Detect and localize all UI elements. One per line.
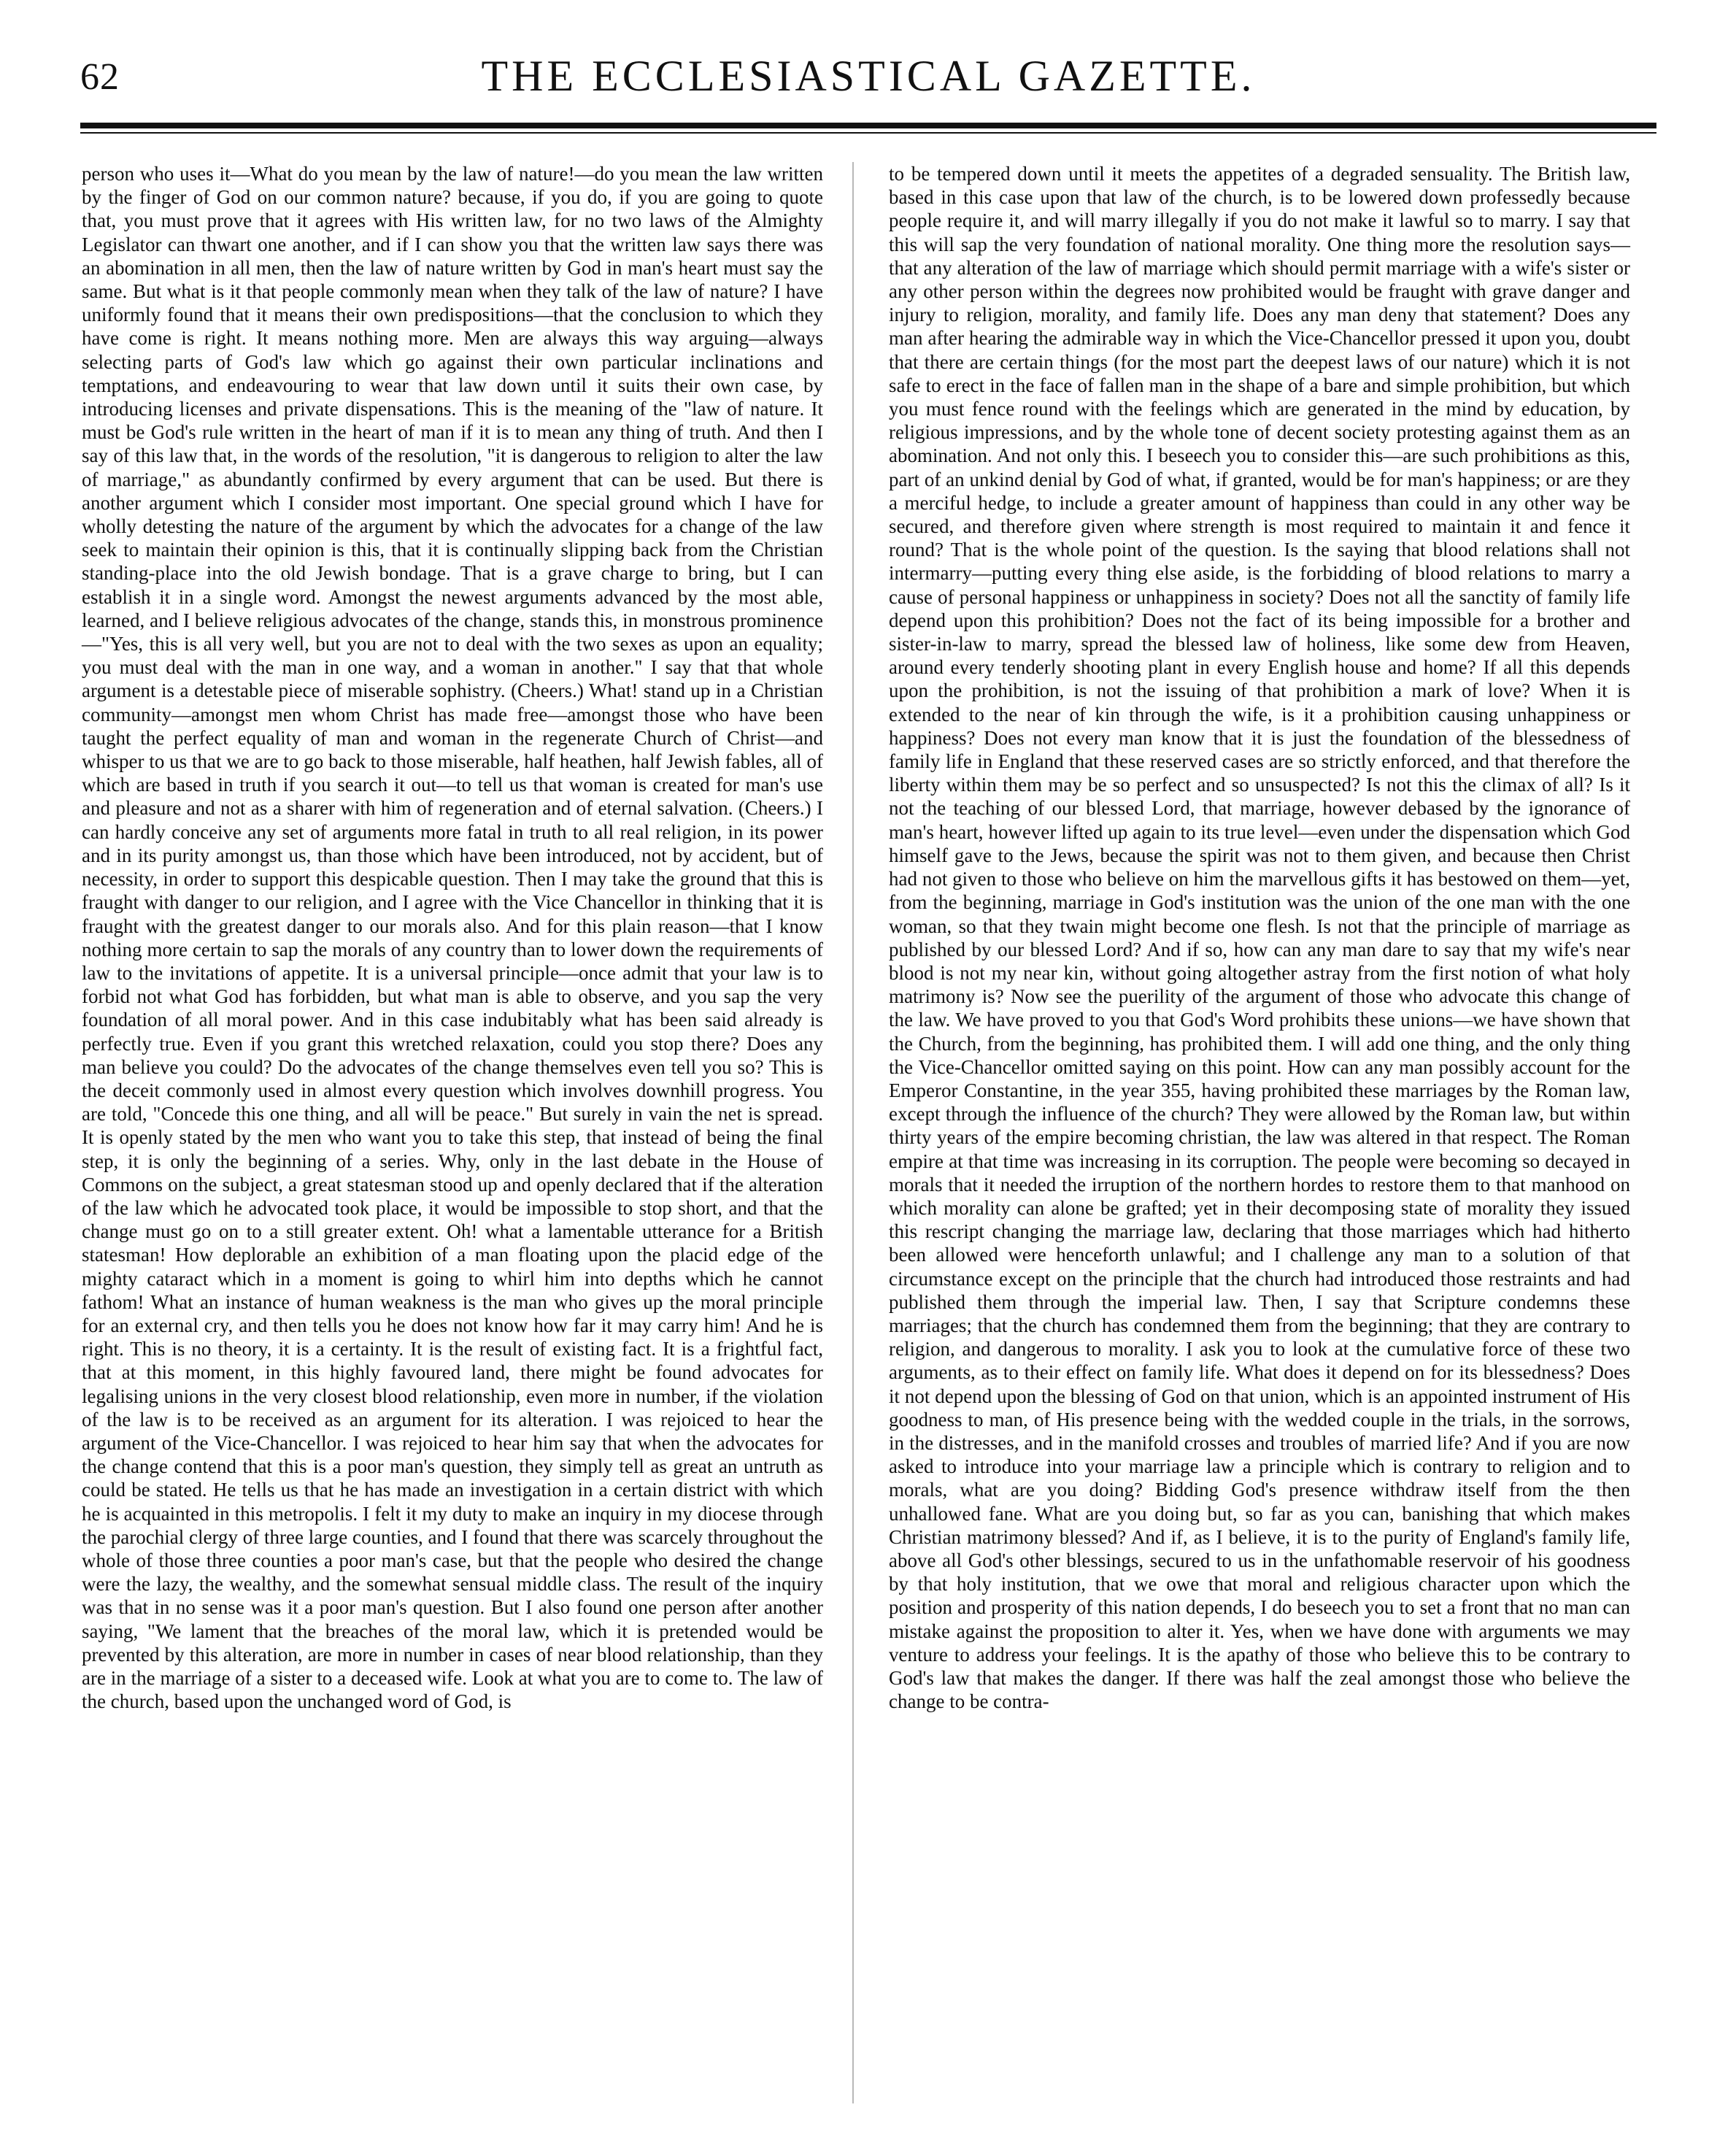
right-column xyxy=(889,162,1630,1713)
masthead-title: THE ECCLESIASTICAL GAZETTE. xyxy=(481,52,1256,100)
page-number: 62 xyxy=(80,56,120,98)
page-header xyxy=(80,45,1656,104)
header-rule-thin xyxy=(80,132,1656,134)
column-divider xyxy=(852,162,854,2103)
header-rule-thick xyxy=(80,123,1656,128)
left-column-text: person who uses it—What do you mean by the law of nature!—do you mean the law written by the finger of God on our common nature? because, if you do, if you are going to quote that, you must prove that it agrees with His written law, for no two laws of the Almighty Legislator can thwart one another, and if I can show you that the written law says there was an abomination in all men, then the law of nature written by God in man's heart must say the same. But what is it that people commonly mean when they talk of the law of nature? I have uniformly found that it means their own predispositions—that the conclusion to which they have come is right. It means nothing more. Men are always this way arguing—always selecting parts of God's law which go against their own particular inclinations and temptations, and endeavouring to wear that law down until it suits their own case, by introducing licenses and private dispensations. This is the meaning of the "law of nature. It must be God's rule written in the heart of man if it is to mean any thing of truth. And then I say of this law that, in the words of the resolution, "it is dangerous to religion to alter the law of marriage," as abundantly confirmed by every argument that can be used. But there is another argument which I consider most important. One special ground which I have for wholly detesting the nature of the argument by which the advocates for a change of the law seek to maintain their opinion is this, that it is continually slipping back from the Christian standing-place into the old Jewish bondage. That is a grave charge to bring, but I can establish it in a single word. Amongst the newest arguments advanced by the most able, learned, and I believe religious advocates of the change, stands this, in monstrous prominence—"Yes, this is all very well, but you are not to deal with the two sexes as upon an equality; you must deal with the man in one way, and a woman in another." I say that that whole argument is a detestable piece of miserable sophistry. (Cheers.) What! stand up in a Christian community—amongst men whom Christ has made free—amongst those who have been taught the perfect equality of man and woman in the regenerate Church of Christ—and whisper to us that we are to go back to those miserable, half heathen, half Jewish fables, all of which are based in truth if you search it out—to tell us that woman is created for man's use and pleasure and not as a sharer with him of regeneration and of eternal salvation. (Cheers.) I can hardly conceive any set of arguments more fatal in truth to all real religion, in its power and in its purity amongst us, than those which have been introduced, not by accident, but of necessity, in order to support this despicable question. Then I may take the ground that this is fraught with danger to our religion, and I agree with the Vice Chancellor in thinking that it is fraught with the greatest danger to our morals also. And for this plain reason—that I know nothing more certain to sap the morals of any country than to lower down the requirements of law to the invitations of appetite. It is a universal principle—once admit that your law is to forbid not what God has forbidden, but what man is able to observe, and you sap the very foundation of all moral power. And in this case indubitably what has been said already is perfectly true. Even if you grant this wretched relaxation, could you stop there? Does any man believe you could? Do the advocates of the change themselves even tell you so? This is the deceit commonly used in almost every question which involves downhill progress. You are told, "Concede this one thing, and all will be peace." But surely in vain the net is spread. It is openly stated by the men who want you to take this step, that instead of being the final step, it is only the beginning of a series. Why, only in the last debate in the House of Commons on the subject, a great statesman stood up and openly declared that if the alteration of the law which he advocated took place, it would be impossible to stop short, and that the change must go on to a still greater extent. Oh! what a lamentable utterance for a British statesman! How deplorable an exhibition of a man floating upon the placid edge of the mighty cataract which in a moment is going to whirl him into depths which he cannot fathom! What an instance of human weakness is the man who gives up the moral principle for an external cry, and then tells you he does not know how far it may carry him! And he is right. This is no theory, it is a certainty. It is the result of existing fact. It is a frightful fact, that at this moment, in this highly favoured land, there might be found advocates for legalising unions in the very closest blood relationship, even more in number, if the violation of the law is to be received as an argument for its alteration. I was rejoiced to hear the argument of the Vice-Chancellor. I was rejoiced to hear him say that when the advocates for the change contend that this is a poor man's question, they simply tell as great an untruth as could be stated. He tells us that he has made an investigation in a certain district with which he is acquainted in this metropolis. I felt it my duty to make an inquiry in my diocese through the parochial clergy of three large counties, and I found that there was scarcely throughout the whole of those three counties a poor man's case, but that the people who desired the change were the lazy, the wealthy, and the somewhat sensual middle class. The result of the inquiry was that in no sense was it a poor man's question. But I also found one person after another saying, "We lament that the breaches of the moral law, which it is pretended would be prevented by this alteration, are more in number in cases of near blood relationship, than they are in the marriage of a sister to a deceased wife. Look at what you are to come to. The law of the church, based upon the unchanged word of God, is xyxy=(82,163,823,1713)
right-column-text: to be tempered down until it meets the appetites of a degraded sensuality. The British law, based in this case upon that law of the church, is to be lowered down professedly because people require it, and will marry illegally if you do not make it lawful so to marry. I say that this will sap the very foundation of national morality. One thing more the resolution says—that any alteration of the law of marriage which should permit marriage with a wife's sister or any other person within the degrees now prohibited would be fraught with grave danger and injury to religion, morality, and family life. Does any man deny that statement? Does any man after hearing the admirable way in which the Vice-Chancellor pressed it upon you, doubt that there are certain things (for the most part the deepest laws of our nature) which it is not safe to erect in the face of fallen man in the shape of a bare and simple prohibition, but which you must fence round with the feelings which are generated in the mind by education, by religious impressions, and by the whole tone of decent society protesting against them as an abomination. And not only this. I beseech you to consider this—are such prohibitions as this, part of an unkind denial by God of what, if granted, would be for man's happiness; or are they a merciful hedge, to include a greater amount of happiness than could in any other way be secured, and therefore given where strength is most required to maintain it and fence it round? That is the whole point of the question. Is the saying that blood relations shall not intermarry—putting every thing else aside, is the forbidding of blood relations to marry a cause of personal happiness or unhappiness in society? Does not all the sanctity of family life depend upon this prohibition? Does not the fact of its being impossible for a brother and sister-in-law to marry, spread the blessed law of holiness, like some dew from Heaven, around every tenderly shooting plant in every English house and home? If all this depends upon the prohibition, is not the issuing of that prohibition a mark of love? When it is extended to the near of kin through the wife, is it a prohibition causing unhappiness or happiness? Does not every man know that it is just the foundation of the blessedness of family life in England that these reserved cases are so strictly enforced, and that therefore the liberty within them may be so perfect and so unsuspected? Is not this the climax of all? Is it not the teaching of our blessed Lord, that marriage, however debased by the ignorance of man's heart, however lifted up again to its true level—even under the dispensation which God himself gave to the Jews, because the spirit was not to them given, and because then Christ had not given to those who believe on him the marvellous gifts it has bestowed on them—yet, from the beginning, marriage in God's institution was the union of the one man with the one woman, so that they twain might become one flesh. Is not that the principle of marriage as published by our blessed Lord? And if so, how can any man dare to say that my wife's near blood is not my near kin, without going altogether astray from the first notion of what holy matrimony is? Now see the puerility of the argument of those who advocate this change of the law. We have proved to you that God's Word prohibits these unions—we have shown that the Church, from the beginning, has prohibited them. I will add one thing, and the only thing the Vice-Chancellor omitted saying on this point. How can any man possibly account for the Emperor Constantine, in the year 355, having prohibited these marriages by the Roman law, except through the influence of the church? They were allowed by the Roman law, but within thirty years of the empire becoming christian, the law was altered in that respect. The Roman empire at that time was increasing in its corruption. The people were becoming so decayed in morals that it needed the irruption of the northern hordes to restore them to that manhood on which morality can alone be grafted; yet in their decomposing state of morality they issued this rescript changing the marriage law, declaring that those marriages which had hitherto been allowed were henceforth unlawful; and I challenge any man to a solution of that circumstance except on the principle that the church had introduced those restraints and had published them through the imperial law. Then, I say that Scripture condemns these marriages; that the church has condemned them from the beginning; that they are contrary to religion, and dangerous to morality. I ask you to look at the cumulative force of these two arguments, as to their effect on family life. What does it depend on for its blessedness? Does it not depend upon the blessing of God on that union, which is an appointed instrument of His goodness to man, of His presence being with the wedded couple in the trials, in the sorrows, in the distresses, and in the manifold crosses and troubles of married life? And if you are now asked to introduce into your marriage law a principle which is contrary to religion and to morals, what are you doing? Bidding God's presence withdraw itself from the then unhallowed fane. What are you doing but, so far as you can, banishing that which makes Christian matrimony blessed? And if, as I believe, it is to the purity of England's family life, above all God's other blessings, secured to us in the unfathomable reservoir of his goodness by that holy institution, that we owe that moral and religious character upon which the position and prosperity of this nation depends, I do beseech you to set a front that no man can mistake against the proposition to alter it. Yes, when we have done with arguments we may venture to address your feelings. It is the apathy of those who believe this to be contrary to God's law that makes the danger. If there was half the zeal amongst those who believe the change to be contra- xyxy=(889,163,1630,1713)
left-column xyxy=(82,162,823,1713)
